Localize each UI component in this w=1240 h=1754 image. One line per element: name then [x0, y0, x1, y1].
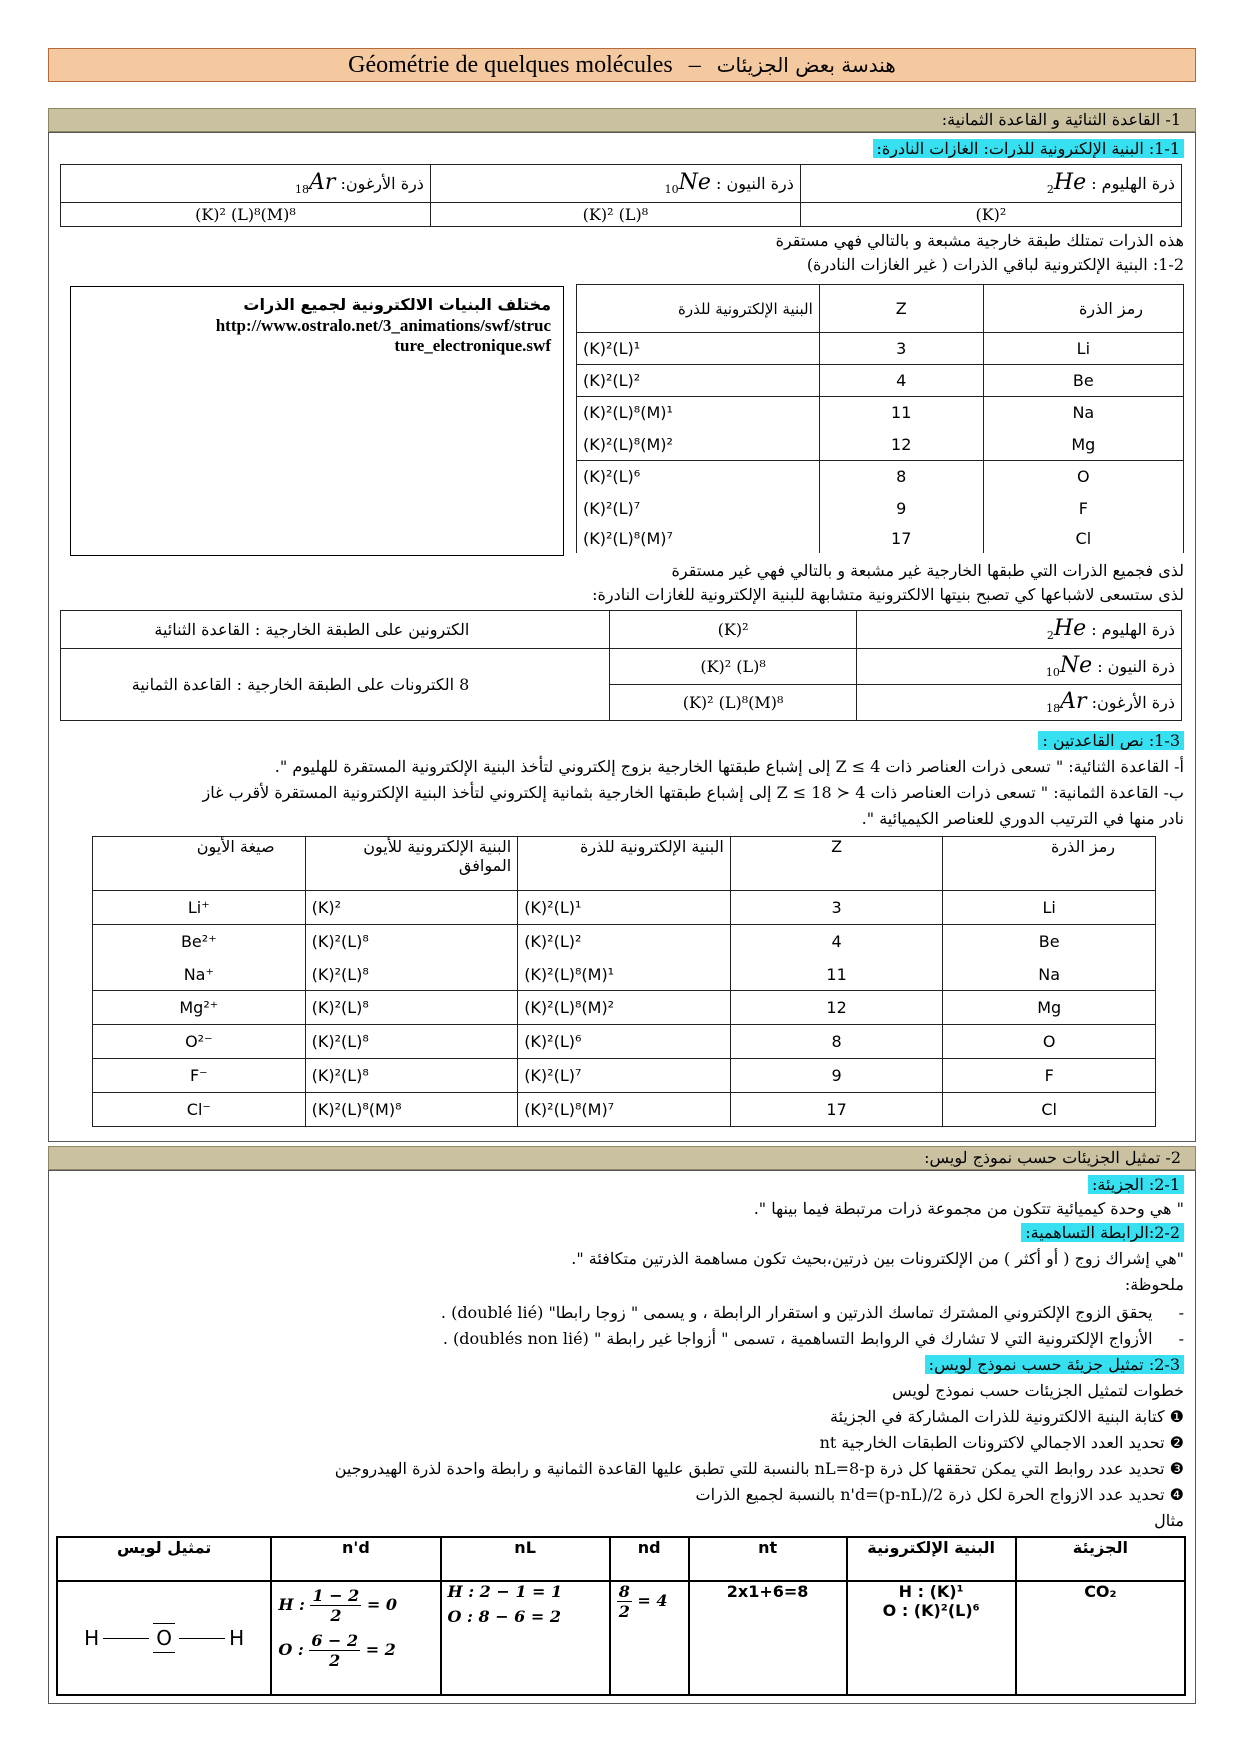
noble-label: ذرة الهليوم :: [1091, 620, 1175, 640]
lewis-cfg-h: H : (K)¹: [898, 1582, 964, 1601]
lewis-lone-pair-bottom: [153, 1652, 175, 1653]
title-fr: Géométrie de quelques molécules: [348, 52, 673, 78]
ions-sym: Be: [943, 925, 1156, 959]
heading-2-3: [925, 1354, 1184, 1376]
heading-2-3-text: 2-3: تمثيل جزيئة حسب نموذج لويس:: [925, 1355, 1184, 1374]
heading-1-1: [873, 138, 1184, 160]
rule-duet: الكترونين على الطبقة الخارجية : القاعدة الثنائية: [61, 611, 610, 649]
atoms-z: 17: [819, 525, 983, 553]
lewis-bond-right: [179, 1638, 225, 1639]
ions-ion-cfg: (K)²(L)⁸: [305, 925, 518, 959]
lewis-atom-h1: H: [84, 1626, 100, 1650]
atoms-sym: Na: [983, 397, 1183, 429]
ions-ion: O²⁻: [93, 1025, 306, 1059]
atoms-z: 9: [819, 493, 983, 525]
noble-gas-table: [60, 164, 1182, 227]
lewis-lone-pair-top: [153, 1623, 175, 1624]
ions-z: 3: [730, 891, 943, 925]
molecule-definition: " هي وحدة كيميائية تتكون من مجموعة ذرات مرتبطة فيما بينها ".: [753, 1199, 1184, 1218]
steps-title: خطوات لتمثيل الجزيئات حسب نموذج لويس: [892, 1381, 1184, 1400]
lewis-nt: 2x1+6=8: [689, 1581, 847, 1695]
npd-h-num: 1 − 2: [312, 1586, 360, 1605]
nd-result: = 4: [637, 1591, 668, 1610]
rule-he-label: [856, 611, 1181, 649]
ions-ion-cfg: (K)²(L)⁸: [305, 1059, 518, 1093]
ions-cfg: (K)²(L)¹: [518, 891, 731, 925]
ions-cfg: (K)²(L)⁸(M)²: [518, 991, 731, 1025]
ions-sym: Mg: [943, 991, 1156, 1025]
lewis-cfg-o: O : (K)²(L)⁶: [882, 1601, 980, 1620]
remark-1: [441, 1302, 1184, 1324]
atoms-cfg: (K)²(L)¹: [577, 333, 820, 365]
atoms-cfg: (K)²(L)²: [577, 365, 820, 397]
ions-head-cfg: البنية الإلكترونية للذرة: [518, 837, 731, 891]
atoms-sym: Li: [983, 333, 1183, 365]
ions-z: 8: [730, 1025, 943, 1059]
noble-label: ذرة النيون :: [1097, 657, 1175, 677]
heading-1-2: 1-2: البنية الإلكترونية لباقي الذرات ( غير الغازات النادرة): [806, 255, 1184, 274]
octet-rule-text-2: نادر منها في الترتيب الدوري للعناصر الكيميائية ".: [861, 809, 1184, 828]
ions-cfg: (K)²(L)⁶: [518, 1025, 731, 1059]
remark-1-text: يحقق الزوج الإلكتروني المشترك تماسك الذرتين و استقرار الرابطة ، و يسمى " زوجا رابطا" (doublé lié) .: [440, 1303, 1153, 1322]
noble-label: ذرة الأرغون:: [1091, 693, 1175, 713]
lewis-nd: [610, 1581, 689, 1695]
ions-head-ion-cfg: البنية الإلكترونية للأيون الموافق: [305, 837, 518, 891]
noble-z: 2: [1046, 629, 1054, 643]
ions-sym: Li: [943, 891, 1156, 925]
noble-cfg: (K)² (L)⁸(M)⁸: [61, 203, 431, 227]
npd-o-num: 6 − 2: [311, 1631, 359, 1650]
example-label: مثال: [1154, 1511, 1184, 1530]
title-ar: هندسة بعض الجزيئات: [716, 53, 896, 77]
ions-head-z: Z: [730, 837, 943, 891]
ions-ion: Na⁺: [93, 959, 306, 991]
lewis-table: [56, 1536, 1186, 1696]
links-box: [70, 286, 564, 556]
noble-label: ذرة الهليوم :: [1091, 174, 1175, 194]
heading-2-1-text: 2-1: الجزيئة:: [1088, 1175, 1184, 1194]
atoms-table: [576, 284, 1184, 553]
noble-z: 2: [1046, 183, 1054, 197]
ions-cfg: (K)²(L)⁸(M)⁷: [518, 1093, 731, 1127]
noble-cfg: (K)² (L)⁸: [430, 203, 800, 227]
atoms-cfg: (K)²(L)⁸(M)⁷: [577, 525, 820, 553]
heading-2-1: [1088, 1174, 1184, 1196]
links-box-url-2[interactable]: ture_electronique.swf: [394, 336, 551, 355]
lewis-head-cfg: البنية الإلكترونية: [847, 1537, 1016, 1581]
ions-ion-cfg: (K)²(L)⁸(M)⁸: [305, 1093, 518, 1127]
lewis-head-npd: n'd: [271, 1537, 440, 1581]
heading-1-1-text: 1-1: البنية الإلكترونية للذرات: الغازات النادرة:: [873, 139, 1184, 158]
step-2: ❷ تحديد العدد الاجمالي لاكترونات الطبقات الخارجية nt: [819, 1433, 1184, 1452]
ions-ion: Be²⁺: [93, 925, 306, 959]
noble-cell-ar: [61, 165, 431, 203]
atoms-head-z: Z: [819, 285, 983, 333]
heading-2-2-text: 2-2:الرابطة التساهمية:: [1021, 1223, 1184, 1242]
npd-h-result: = 0: [366, 1595, 397, 1614]
lewis-atom-o: [153, 1623, 175, 1653]
atoms-sym: Be: [983, 365, 1183, 397]
npd-h-fraction: [310, 1586, 361, 1625]
noble-sym: He: [1053, 616, 1087, 642]
atoms-head-cfg: البنية الإلكترونية للذرة: [577, 285, 820, 333]
atoms-sym: O: [983, 461, 1183, 493]
ions-ion-cfg: (K)²(L)⁸: [305, 991, 518, 1025]
step-1: ❶ كتابة البنية الالكترونية للذرات المشاركة في الجزيئة: [830, 1407, 1184, 1426]
atoms-cfg: (K)²(L)⁸(M)²: [577, 429, 820, 461]
note-2b: لذى ستسعى لاشباعها كي تصبح بنيتها الالكترونية متشابهة للبنية الإلكترونية للغازات النادرة:: [592, 585, 1184, 604]
lewis-head-nl: nL: [441, 1537, 610, 1581]
rule-ar-cfg: (K)² (L)⁸(M)⁸: [610, 685, 857, 721]
links-box-url-1[interactable]: http://www.ostralo.net/3_animations/swf/struc: [215, 316, 551, 335]
ions-ion: Cl⁻: [93, 1093, 306, 1127]
noble-note: هذه الذرات تمتلك طبقة خارجية مشبعة و بالتالي فهي مستقرة: [775, 231, 1184, 250]
npd-h-den: 2: [330, 1606, 342, 1625]
octet-rule-text-1: ب- القاعدة الثمانية: " تسعى ذرات العناصر ذات 4 ≺ Z ≤ 18 إلى إشباع طبقتها الخارجية بثمانية إلكتروني لتأخذ البنية الإلكترونية المستقرة لأقرب غاز: [202, 783, 1184, 802]
ions-cfg: (K)²(L)⁸(M)¹: [518, 959, 731, 991]
ions-sym: F: [943, 1059, 1156, 1093]
atoms-cfg: (K)²(L)⁷: [577, 493, 820, 525]
lewis-mol: CO₂: [1016, 1581, 1185, 1695]
bond-definition: "هي إشراك زوج ( أو أكثر ) من الإلكترونات بين ذرتين،بحيث تكون مساهمة الذرتين متكافئة ".: [571, 1249, 1184, 1268]
lewis-nl: [441, 1581, 610, 1695]
atoms-sym: F: [983, 493, 1183, 525]
lewis-bond-left: [103, 1638, 149, 1639]
ions-ion-cfg: (K)²(L)⁸: [305, 1025, 518, 1059]
ions-ion-cfg: (K)²: [305, 891, 518, 925]
npd-o-result: = 2: [365, 1640, 396, 1659]
noble-z: 10: [1045, 666, 1060, 680]
atoms-head-sym: رمز الذرة: [983, 285, 1183, 333]
note-2a: لذى فجميع الذرات التي طبقها الخارجية غير مشبعة و بالتالي فهي غير مستقرة: [671, 561, 1184, 580]
rule-ar-label: [856, 685, 1181, 721]
ions-head-ion: صيغة الأيون: [93, 837, 306, 891]
noble-sym: Ne: [1059, 653, 1093, 679]
step-4: ❹ تحديد عدد الازواج الحرة لكل ذرة n'd=(p-nL)/2 بالنسبة لجميع الذرات: [695, 1485, 1184, 1504]
remark-bullet: -: [1178, 1303, 1184, 1322]
ions-z: 12: [730, 991, 943, 1025]
heading-1-3-text: 1-3: نص القاعدتين :: [1038, 731, 1184, 750]
noble-z: 10: [664, 183, 679, 197]
ions-cfg: (K)²(L)²: [518, 925, 731, 959]
section-2-heading: 2- تمثيل الجزيئات حسب نموذج لويس:: [48, 1146, 1196, 1170]
nd-den: 2: [618, 1602, 630, 1621]
ions-ion: F⁻: [93, 1059, 306, 1093]
noble-z: 18: [1046, 702, 1061, 716]
rule-octet: 8 الكترونات على الطبقة الخارجية : القاعدة الثمانية: [61, 649, 610, 721]
npd-h-label: H :: [278, 1595, 305, 1614]
ions-z: 4: [730, 925, 943, 959]
noble-z: 18: [295, 183, 310, 197]
lewis-head-nd: nd: [610, 1537, 689, 1581]
rule-ne-cfg: (K)² (L)⁸: [610, 649, 857, 685]
atoms-z: 8: [819, 461, 983, 493]
duet-rule-text: أ- القاعدة الثنائية: " تسعى ذرات العناصر ذات Z ≤ 4 إلى إشباع طبقتها الخارجية بزوج إلكتروني لتأخذ البنية الإلكترونية المستقرة للهليوم ".: [274, 757, 1184, 776]
lewis-atom-o-symbol: O: [156, 1626, 173, 1650]
noble-sym: He: [1053, 170, 1087, 196]
nl-h: H : 2 − 1 = 1: [447, 1582, 563, 1601]
atoms-cfg: (K)²(L)⁸(M)¹: [577, 397, 820, 429]
lewis-head-lewis: تمثيل لويس: [57, 1537, 271, 1581]
npd-o-den: 2: [329, 1651, 341, 1670]
title-dash: –: [688, 52, 701, 78]
ions-ion-cfg: (K)²(L)⁸: [305, 959, 518, 991]
remark-2-text: الأزواج الإلكترونية التي لا تشارك في الروابط التساهمية ، تسمى " أزواجا غير رابطة " (doublés non lié) .: [442, 1329, 1153, 1348]
ions-head-sym: رمز الذرة: [943, 837, 1156, 891]
lewis-head-mol: الجزيئة: [1016, 1537, 1185, 1581]
ions-cfg: (K)²(L)⁷: [518, 1059, 731, 1093]
noble-sym: Ne: [678, 170, 711, 196]
npd-o-fraction: [309, 1631, 360, 1670]
remark-title: ملحوظة:: [1124, 1275, 1184, 1294]
noble-cfg: (K)²: [800, 203, 1181, 227]
ions-ion: Mg²⁺: [93, 991, 306, 1025]
noble-cell-he: [800, 165, 1181, 203]
atoms-z: 3: [819, 333, 983, 365]
remark-bullet: -: [1178, 1329, 1184, 1348]
step-3: ❸ تحديد عدد روابط التي يمكن تحققها كل ذرة nL=8-p بالنسبة للتي تطبق عليها القاعدة الثمانية و رابطة واحدة لذرة الهيدروجين: [334, 1459, 1184, 1478]
page-title: [48, 48, 1196, 82]
section-1-heading: 1- القاعدة الثنائية و القاعدة الثمانية:: [48, 108, 1196, 132]
ions-table: [92, 836, 1156, 1127]
npd-o-label: O :: [278, 1640, 304, 1659]
nd-fraction: [617, 1582, 632, 1621]
atoms-z: 11: [819, 397, 983, 429]
atoms-z: 4: [819, 365, 983, 397]
atoms-sym: Cl: [983, 525, 1183, 553]
atoms-sym: Mg: [983, 429, 1183, 461]
atoms-cfg: (K)²(L)⁶: [577, 461, 820, 493]
heading-1-3: [1038, 730, 1184, 752]
atoms-z: 12: [819, 429, 983, 461]
heading-2-2: [1021, 1222, 1184, 1244]
noble-label: ذرة النيون :: [716, 174, 794, 194]
lewis-drawing: [57, 1581, 271, 1695]
ions-sym: Cl: [943, 1093, 1156, 1127]
ions-ion: Li⁺: [93, 891, 306, 925]
remark-2: [443, 1328, 1184, 1350]
ions-z: 9: [730, 1059, 943, 1093]
ions-sym: O: [943, 1025, 1156, 1059]
lewis-npd: [271, 1581, 440, 1695]
rule-he-cfg: (K)²: [610, 611, 857, 649]
rule-ne-label: [856, 649, 1181, 685]
ions-sym: Na: [943, 959, 1156, 991]
lewis-cfg: [847, 1581, 1016, 1695]
links-box-title: مختلف البنيات الالكترونية لجميع الذرات: [243, 295, 551, 314]
lewis-head-nt: nt: [689, 1537, 847, 1581]
noble-sym: Ar: [1060, 689, 1087, 715]
noble-cell-ne: [430, 165, 800, 203]
nd-num: 8: [618, 1582, 630, 1601]
noble-sym: Ar: [309, 170, 336, 196]
rules-table: [60, 610, 1182, 721]
lewis-atom-h2: H: [229, 1626, 245, 1650]
nl-o: O : 8 − 6 = 2: [447, 1607, 561, 1626]
ions-z: 11: [730, 959, 943, 991]
noble-label: ذرة الأرغون:: [340, 174, 424, 194]
ions-z: 17: [730, 1093, 943, 1127]
